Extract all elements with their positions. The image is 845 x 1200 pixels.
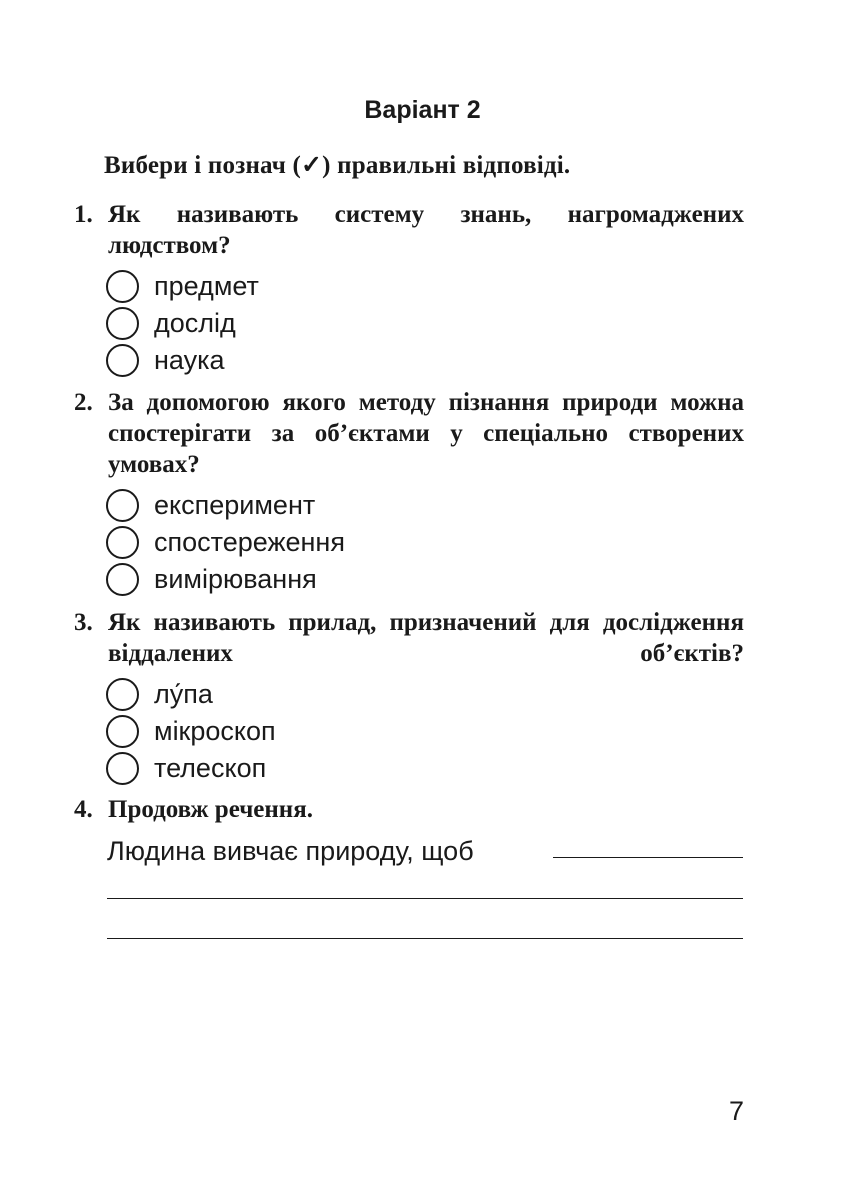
question-number: 3. [74, 609, 93, 636]
radio-circle-icon[interactable] [106, 752, 139, 785]
answer-line[interactable] [107, 898, 743, 899]
option-label: наука [154, 345, 225, 375]
question-number: 4. [74, 796, 93, 823]
radio-circle-icon[interactable] [106, 563, 139, 596]
option-label: лу́па [154, 679, 213, 709]
question-number: 1. [74, 201, 93, 228]
option-label: дослід [154, 308, 236, 338]
question-text: Як називають прилад, призначений для дослідження віддалених об’єктів? [108, 609, 744, 667]
radio-circle-icon[interactable] [106, 307, 139, 340]
option-label: предмет [154, 271, 259, 301]
question-4 [74, 794, 744, 825]
radio-circle-icon[interactable] [106, 526, 139, 559]
option-label: спостереження [154, 527, 345, 557]
instruction-text: Вибери і познач (✓) правильні відповіді. [104, 152, 571, 179]
page-number: 7 [728, 1096, 744, 1126]
answer-line[interactable] [107, 938, 743, 939]
option-label: телескоп [154, 753, 267, 783]
sentence-start: Людина вивчає природу, щоб [107, 836, 474, 866]
radio-circle-icon[interactable] [106, 715, 139, 748]
question-text: Як називають систему знань, нагромаджених людством? [108, 201, 744, 259]
radio-circle-icon[interactable] [106, 270, 139, 303]
option-label: вимірювання [154, 564, 317, 594]
option-label: експеримент [154, 490, 316, 520]
radio-circle-icon[interactable] [106, 678, 139, 711]
answer-line[interactable] [553, 857, 743, 858]
option-label: мікроскоп [154, 716, 276, 746]
page-title: Варіант 2 [364, 96, 481, 124]
question-number: 2. [74, 389, 93, 416]
question-text: За допомогою якого методу пізнання природи можна спостерігати за об’єктами у спеціально створених умовах? [108, 389, 744, 478]
radio-circle-icon[interactable] [106, 489, 139, 522]
question-text: Продовж речення. [108, 796, 313, 823]
radio-circle-icon[interactable] [106, 344, 139, 377]
